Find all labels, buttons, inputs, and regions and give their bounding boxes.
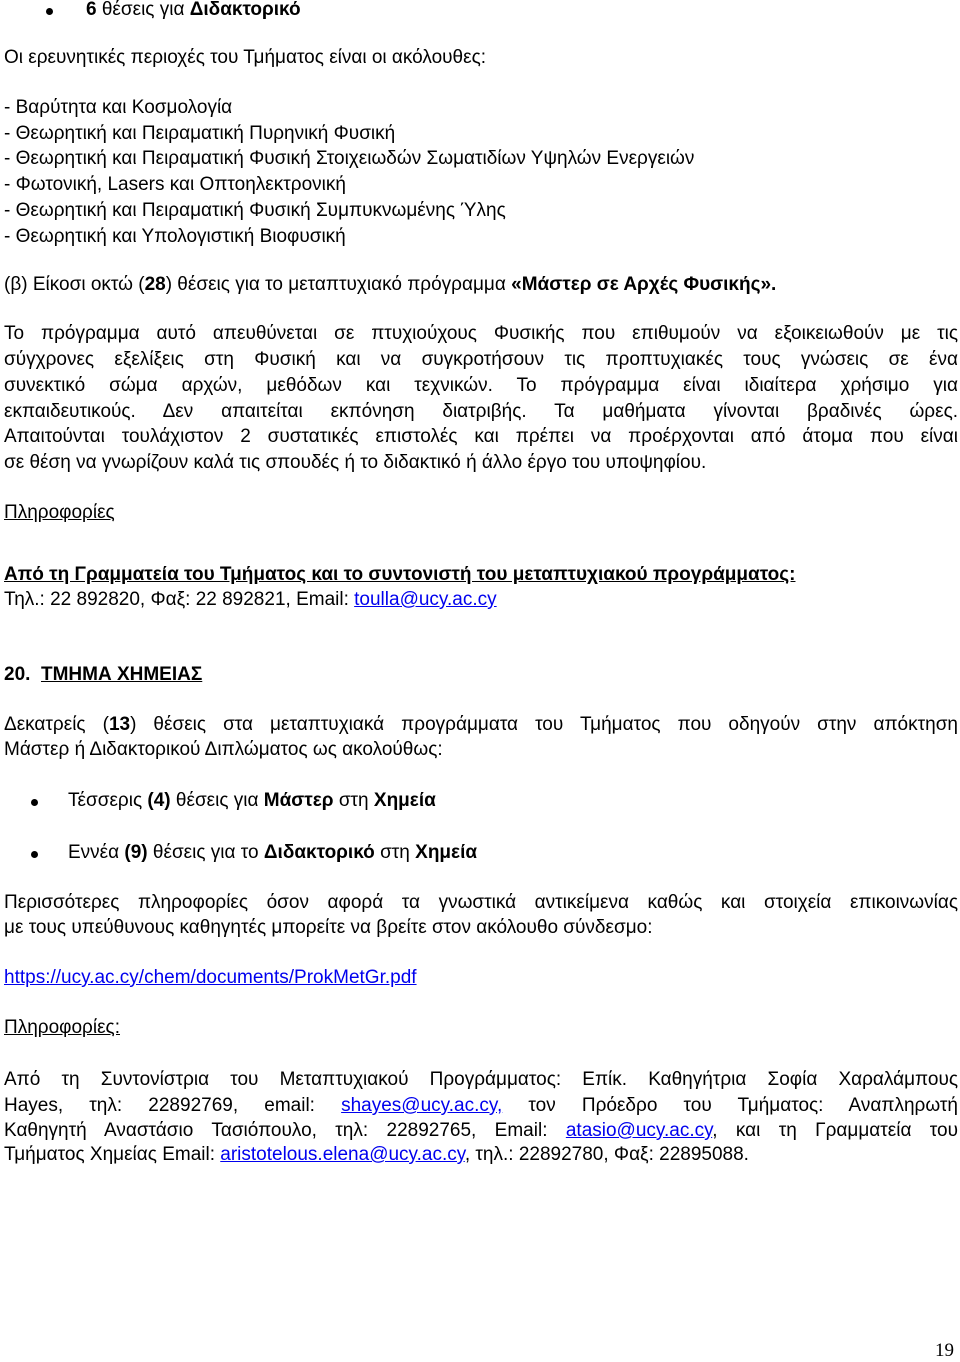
program-description-line: εκπαιδευτικούς. Δεν απαιτείται εκπόνηση διατριβής. Τα μαθήματα γίνονται βραδινές ώρες. — [4, 401, 958, 422]
chemistry-contact-line: Από τη Συντονίστρια του Μεταπτυχιακού Προγράμματος: Επίκ. Καθηγήτρια Σοφία Χαραλάμπους — [4, 1069, 958, 1090]
program-description-line: συνεκτικό σώμα αρχών, μεθόδων και τεχνικών. Το πρόγραμμα είναι ιδιαίτερα χρήσιμο για — [4, 375, 958, 396]
chemistry-contact-line: Hayes, τηλ: 22892769, email: shayes@ucy.ac.cy, τον Πρόεδρο του Τμήματος: Αναπληρωτή — [4, 1095, 958, 1116]
email-link[interactable]: aristotelous.elena@ucy.ac.cy — [220, 1144, 465, 1165]
research-area: - Θεωρητική και Πειραματική Φυσική Στοιχειωδών Σωματιδίων Υψηλών Ενεργειών — [4, 148, 695, 169]
research-area: - Βαρύτητα και Κοσμολογία — [4, 97, 233, 118]
email-link[interactable]: atasio@ucy.ac.cy — [565, 1120, 713, 1141]
chemistry-contact-line: Τμήματος Χημείας Email: aristotelous.elena@ucy.ac.cy, τηλ.: 22892780, Φαξ: 22895088. — [4, 1144, 749, 1165]
program-description-line: σύγχρονες εξελίξεις στη Φυσική και να συγκροτήσουν τις προπτυχιακές τους γνώσεις σε ένα — [4, 349, 958, 370]
physics-contact: Τηλ.: 22 892820, Φαξ: 22 892821, Email: toulla@ucy.ac.cy — [4, 589, 497, 610]
chemistry-section-heading: 20. ΤΜΗΜΑ ΧΗΜΕΙΑΣ — [4, 664, 203, 685]
secretariat-heading: Από τη Γραμματεία του Τμήματος και το συντονιστή του μεταπτυχιακού προγράμματος: — [4, 564, 796, 585]
chemistry-intro-line: Δεκατρείς (13) θέσεις στα μεταπτυχιακά προγράμματα του Τμήματος που οδηγούν στην απόκτηση — [4, 714, 958, 735]
chemistry-contact-line: Καθηγητή Αναστάσιο Τασιόπουλο, τηλ: 22892765, Email: atasio@ucy.ac.cy, και τη Γραμματεία του — [4, 1120, 959, 1141]
chemistry-intro-line: Μάστερ ή Διδακτορικού Διπλώματος ως ακολούθως: — [4, 739, 443, 760]
info-heading: Πληροφορίες — [4, 502, 115, 523]
bullet-icon — [31, 799, 38, 806]
research-area: - Θεωρητική και Πειραματική Φυσική Συμπυκνωμένης Ύλης — [4, 200, 506, 221]
email-link[interactable]: toulla@ucy.ac.cy — [354, 589, 497, 610]
chemistry-masters-item: Τέσσερις (4) θέσεις για Μάστερ στη Χημεία — [68, 790, 436, 811]
masters-program-item: (β) Είκοσι οκτώ (28) θέσεις για το μεταπτυχιακό πρόγραμμα «Μάστερ σε Αρχές Φυσικής». — [4, 274, 777, 295]
more-info-line: Περισσότερες πληροφορίες όσον αφορά τα γνωστικά αντικείμενα καθώς και στοιχεία επικοινωνίας — [4, 892, 958, 913]
program-description-line: Το πρόγραμμα αυτό απευθύνεται σε πτυχιούχους Φυσικής που επιθυμούν να εξοικειωθούν με τις — [4, 323, 958, 344]
research-area: - Φωτονική, Lasers και Οπτοηλεκτρονική — [4, 174, 346, 195]
more-info-line: με τους υπεύθυνους καθηγητές μπορείτε να βρείτε στον ακόλουθο σύνδεσμο: — [4, 917, 653, 938]
info-heading-2: Πληροφορίες: — [4, 1017, 120, 1038]
program-description-line: σε θέση να γνωρίζουν καλά τις σπουδές ή το διδακτικό ή άλλο έργο του υποψηφίου. — [4, 452, 707, 473]
page-number: 19 — [935, 1340, 954, 1361]
email-link[interactable]: shayes@ucy.ac.cy, — [341, 1095, 503, 1116]
chemistry-doctorate-item: Εννέα (9) θέσεις για το Διδακτορικό στη Χημεία — [68, 842, 478, 863]
research-area: - Θεωρητική και Πειραματική Πυρηνική Φυσική — [4, 123, 396, 144]
bullet-icon — [31, 851, 38, 858]
research-area: - Θεωρητική και Υπολογιστική Βιοφυσική — [4, 226, 346, 247]
bullet-icon — [46, 8, 53, 15]
chemistry-link-line — [4, 966, 417, 990]
program-description-line: Απαιτούνται τουλάχιστον 2 συστατικές επιστολές και πρέπει να προέρχονται από άτομα που είναι — [4, 426, 958, 447]
doctorate-bullet-item: 6 θέσεις για Διδακτορικό — [86, 0, 301, 20]
research-intro: Οι ερευνητικές περιοχές του Τμήματος είναι οι ακόλουθες: — [4, 47, 487, 68]
chemistry-documents-link[interactable]: https://ucy.ac.cy/chem/documents/ProkMetGr.pdf — [4, 967, 417, 988]
